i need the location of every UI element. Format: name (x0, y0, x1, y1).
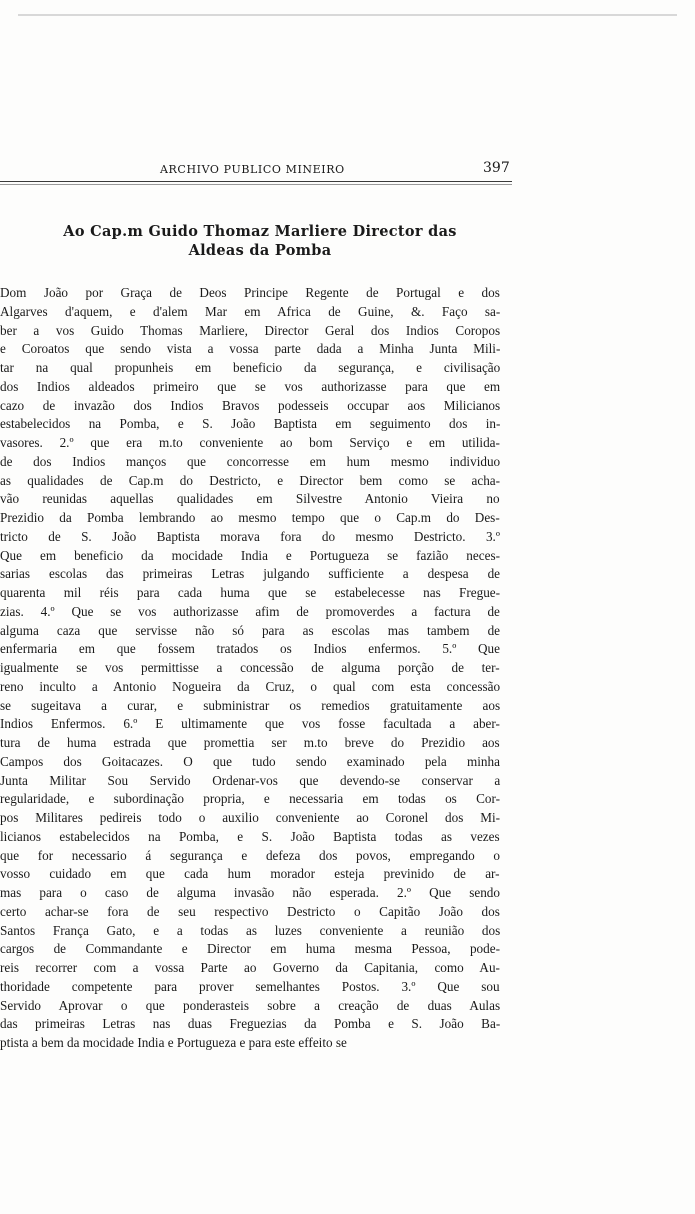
body-line: Santos França Gato, e a todas as luzes conveniente a reunião dos (0, 922, 501, 938)
body-line: se sugeitava a curar, e subministrar os remedios gratuitamente aos (0, 697, 501, 713)
body-line: enfermaria em que fossem tratados os Indios enfermos. 5.º Que (0, 641, 501, 657)
body-line: tar na qual propunheis em beneficio da segurança, e civilisação (0, 360, 501, 375)
header-rule (0, 181, 512, 182)
running-header: ARCHIVO PUBLICO MINEIRO (160, 163, 345, 176)
body-line: sarias escolas das primeiras Letras julgando sufficiente a despesa de (0, 566, 501, 582)
body-line: vasores. 2.º que era m.to conveniente ao bom Serviço e em utilida- (0, 435, 500, 450)
body-line: que for necessario á segurança e defeza dos povos, empregando o (0, 847, 501, 863)
body-line: as qualidades de Cap.m do Destricto, e Director bem como se acha- (0, 472, 501, 488)
body-line: mas para o caso de alguma invasão não esperada. 2.º Que sendo (0, 885, 500, 900)
body-line: vão reunidas aquellas qualidades em Silvestre Antonio Vieira no (0, 491, 500, 507)
body-line: tura de huma estrada que promettia ser m.to breve do Prezidio aos (0, 735, 500, 750)
scan-edge-line (18, 14, 677, 16)
body-line: tricto de S. João Baptista morava fora do mesmo Destricto. 3.º (0, 528, 500, 544)
document-title-line-1: Ao Cap.m Guido Thomaz Marliere Director das (63, 223, 457, 240)
body-line: cazo de invazão dos Indios Bravos podesseis occupar aos Milicianos (0, 397, 501, 413)
body-line: licianos estabelecidos na Pomba, e S. João Baptista todas as vezes (0, 828, 500, 844)
header-rule-secondary (0, 184, 512, 185)
body-line: alguma caza que servisse não só para as escolas mas tambem de (0, 622, 501, 638)
body-line: Campos dos Goitacazes. O que tudo sendo examinado pela minha (0, 753, 500, 769)
body-line: de dos Indios manços que concorresse em hum mesmo individuo (0, 453, 501, 469)
page-number: 397 (483, 160, 510, 176)
body-line: dos Indios aldeados primeiro que se vos authorizasse para que em (0, 378, 501, 394)
body-line: Indios Enfermos. 6.º E ultimamente que vos fosse facultada a aber- (0, 716, 500, 732)
body-line: certo achar-se fora de seu respectivo Destricto o Capitão João dos (0, 903, 500, 919)
body-line: thoridade competente para prover semelhantes Postos. 3.º Que sou (0, 978, 500, 994)
body-line: igualmente se vos permittisse a concessão de alguma porção de ter- (0, 660, 500, 675)
body-paragraph (0, 284, 500, 1053)
body-line: Prezidio da Pomba lembrando ao mesmo tempo que o Cap.m do Des- (0, 510, 500, 525)
body-line: Servido Aprovar o que ponderasteis sobre a creação de duas Aulas (0, 997, 501, 1013)
body-line: Que em beneficio da mocidade India e Portugueza se fazião neces- (0, 547, 500, 563)
body-line: ptista a bem da mocidade India e Portugueza e para este effeito se (0, 1035, 347, 1050)
body-line: cargos de Commandante e Director em huma mesma Pessoa, pode- (0, 941, 500, 957)
body-line: e Coroatos que sendo vista a vossa parte dada a Minha Junta Mili- (0, 341, 501, 357)
body-line: Junta Militar Sou Servido Ordenar-vos que devendo-se conservar a (0, 772, 501, 788)
body-line: pos Militares pedireis todo o auxilio conveniente ao Coronel dos Mi- (0, 810, 501, 825)
body-line: vosso cuidado em que cada hum morador esteja previnido de ar- (0, 866, 500, 882)
body-line: zias. 4.º Que se vos authorizasse afim de promoverdes a factura de (0, 603, 500, 619)
document-title-line-2: Aldeas da Pomba (188, 242, 332, 259)
body-line: reno inculto a Antonio Nogueira da Cruz, o qual com esta concessão (0, 678, 501, 694)
body-line: estabelecidos na Pomba, e S. João Baptista em seguimento dos in- (0, 416, 501, 432)
body-line: das primeiras Letras nas duas Freguezias da Pomba e S. João Ba- (0, 1016, 501, 1032)
body-line: regularidade, e subordinação propria, e necessaria em todas os Cor- (0, 791, 501, 807)
body-line: ber a vos Guido Thomas Marliere, Director Geral dos Indios Coropos (0, 322, 501, 338)
body-line: quarenta mil réis para cada huma que se estabelecesse nas Fregue- (0, 585, 501, 600)
body-line: Algarves d'aquem, e d'alem Mar em Africa de Guine, &. Faço sa- (0, 303, 501, 319)
body-line: reis recorrer com a vossa Parte ao Governo da Capitania, como Au- (0, 960, 500, 975)
body-line: Dom João por Graça de Deos Principe Regente de Portugal e dos (0, 285, 500, 300)
document-title (10, 222, 510, 260)
